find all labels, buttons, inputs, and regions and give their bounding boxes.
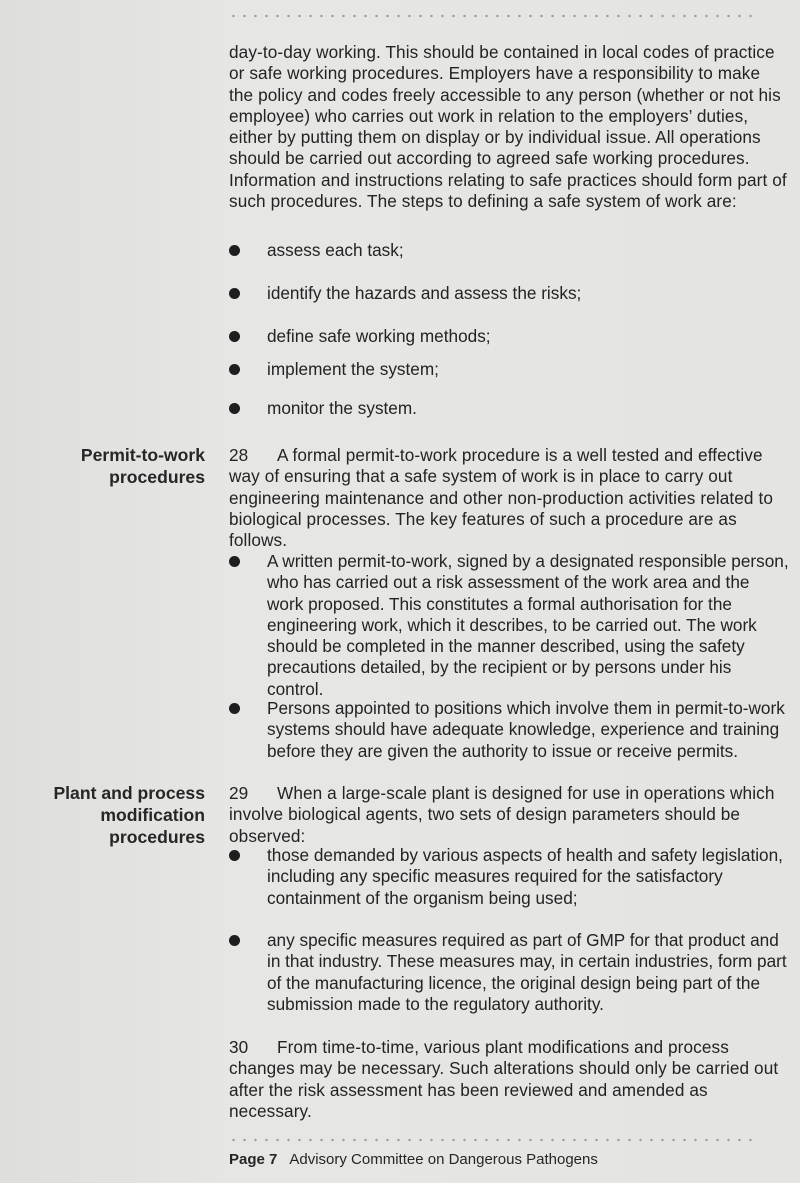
paragraph-number: 28 [229,445,249,465]
bullet-icon [229,703,240,714]
heading-line: Permit-to-work [80,445,205,465]
bullet-icon [229,403,240,414]
list-item-text: define safe working methods; [267,326,491,346]
paragraph-text: When a large-scale plant is designed for use in operations which involve biological agents, two sets of design parameters should be observed: [229,783,775,846]
paragraph-30 [229,1037,789,1122]
list-item-text: any specific measures required as part of GMP for that product and in that industry. These measures may, in certain industries, form part of the manufacturing licence, the original design being part of the submission made to the regulatory authority. [267,930,787,1014]
paragraph-text: A formal permit-to-work procedure is a well tested and effective way of ensuring that a safe system of work is in place to carry out engineering maintenance and other non-production activities related to biological processes. The key features of such a procedure are as follows. [229,445,773,551]
section-heading-permit-to-work [81,444,205,488]
list-item-text: identify the hazards and assess the risks; [267,283,582,303]
paragraph-29 [229,783,789,847]
bullet-icon [229,331,240,342]
paragraph-number: 30 [229,1037,249,1057]
bullet-icon [229,850,240,861]
list-item-text: those demanded by various aspects of health and safety legislation, including any specific measures required for the satisfactory containment of the organism being used; [267,845,783,908]
bullet-icon [229,556,240,567]
heading-line: procedures [109,467,205,487]
list-item-text: implement the system; [267,359,439,379]
heading-line: modification [100,805,205,825]
bullet-icon [229,364,240,375]
list-item-text: A written permit-to-work, signed by a designated responsible person, who has carried out a risk assessment of the work area and the work proposed. This constitutes a formal authorisation for the engineering work, which it describes, to be carried out. The work should be completed in the manner described, using the safety precautions detailed, by the recipient or by persons under his control. [267,551,789,699]
top-dotted-rule [228,14,758,18]
heading-line: Plant and process [53,783,205,803]
bullet-icon [229,245,240,256]
intro-paragraph: day-to-day working. This should be contained in local codes of practice or safe working procedures. Employers have a responsibility to make the policy and codes freely accessible to any person (whether or not his employee) who carries out work in relation to the employers’ duties, either by putting them on display or by individual issue. All operations should be carried out according to agreed safe working procedures. Information and instructions relating to safe practices should form part of such procedures. The steps to defining a safe system of work are: [229,42,787,212]
paragraph-text: From time-to-time, various plant modifications and process changes may be necessary. Such alterations should only be carried out after the risk assessment has been reviewed and amended as necessary. [229,1037,779,1121]
page-footer [229,1150,598,1170]
paragraph-28 [229,445,789,551]
section-heading-plant-modification [53,782,205,848]
bullet-icon [229,288,240,299]
list-item-text: monitor the system. [267,398,417,418]
paragraph-number: 29 [229,783,249,803]
list-item-text: Persons appointed to positions which involve them in permit-to-work systems should have adequate knowledge, experience and training before they are given the authority to issue or receive permits. [267,698,785,761]
list-item-text: assess each task; [267,240,404,260]
bullet-icon [229,935,240,946]
heading-line: procedures [109,827,205,847]
bottom-dotted-rule [228,1138,758,1142]
publisher-name: Advisory Committee on Dangerous Pathogens [289,1151,598,1168]
page-number: Page 7 [229,1151,278,1168]
